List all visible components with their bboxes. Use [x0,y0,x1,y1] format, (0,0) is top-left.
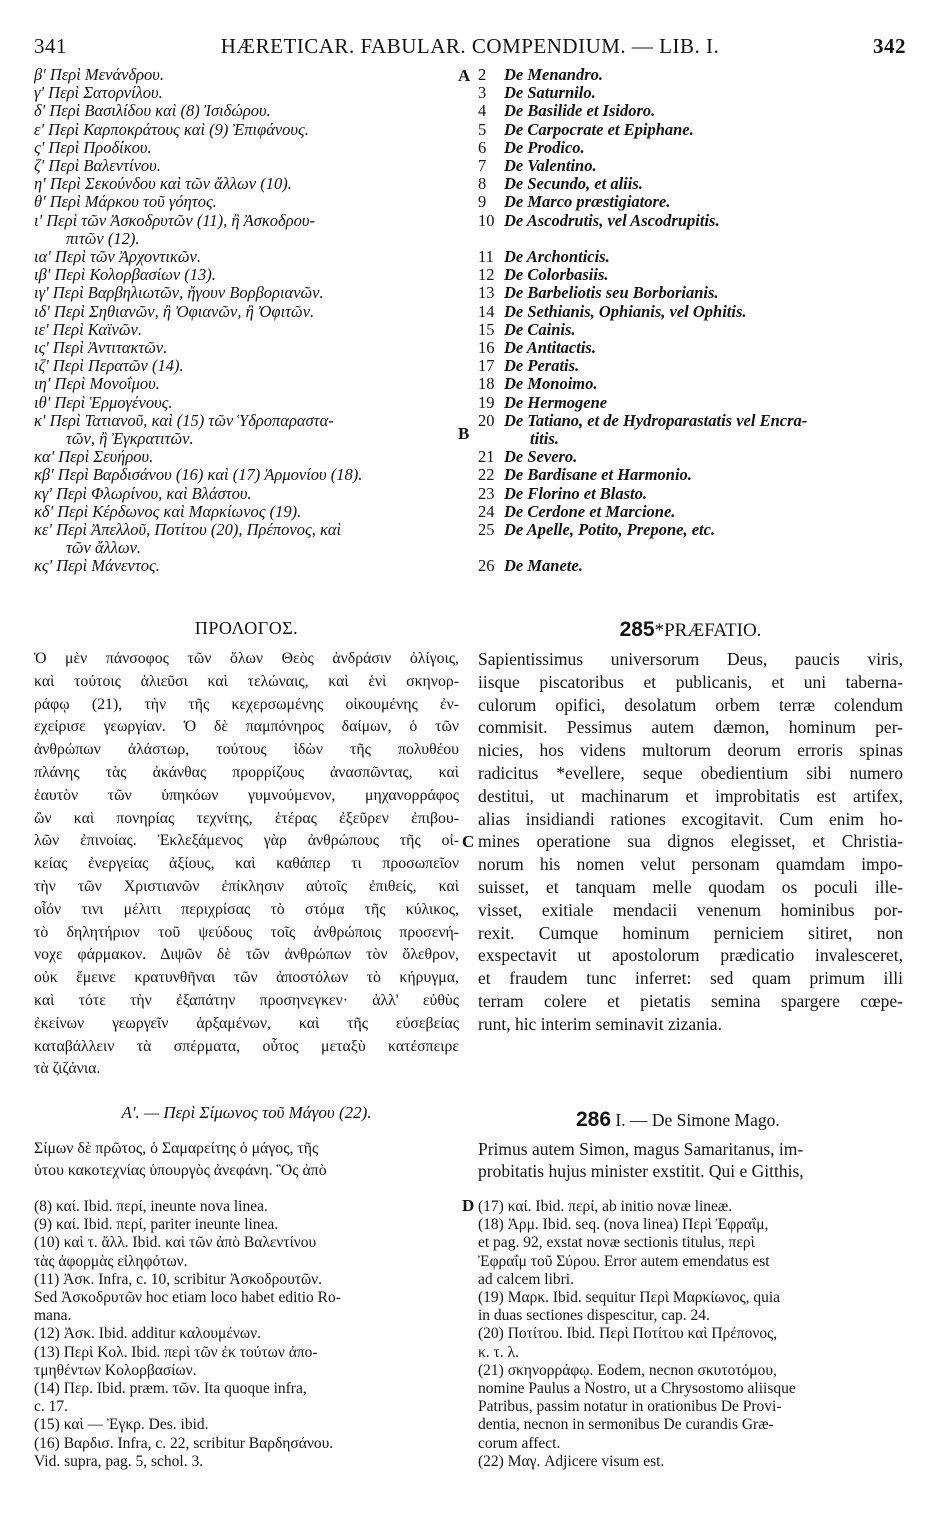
prologue-greek-title: ΠΡΟΛΟΓΟΣ. [194,618,299,638]
text-line: Sapientissimus universorum Deus, paucis viris, [478,649,903,669]
toc-latin-number: 25 [478,521,495,540]
footnote-line: (22) Μαγ. Adjicere visum est. [478,1452,665,1470]
text-line: Ὁ μὲν πάνσοφος τῶν ὅλων Θεὸς ἀνδράσιν ὀλίγοις, [34,650,459,667]
toc-latin-entry [478,121,903,139]
toc-greek-entry: κ' Περὶ Τατιανοῦ, καὶ (15) τῶν Ὑδροπαραστα- [34,411,334,430]
text-line: τὰ ζιζάνια. [34,1060,101,1078]
toc-latin-title: De Colorbasiis. [504,266,609,285]
toc-latin-title: titis. [530,430,559,449]
prologue-latin-heading: *PRÆFATIO. [654,620,762,641]
section-greek-text [34,1138,459,1182]
footnote-line: ad calcem libri. [478,1270,574,1288]
footnote-line: (14) Περ. Ibid. præm. τῶν. Ita quoque infra, [34,1380,307,1398]
toc-latin-title: De Basilide et Isidoro. [504,102,656,121]
text-line: et fraudem tunc inferret: sed quam primum illi [478,968,903,989]
footnote-line: (11) Ἀσκ. Infra, c. 10, scribitur Ἀσκοδρουτῶν. [34,1270,323,1288]
toc-latin-number: 4 [478,102,487,121]
text-line: culorum opifici, desolatum orbem terræ colendum [478,694,903,715]
footnote-line: (16) Βαρδισ. Infra, c. 22, scribitur Βαρδησάνου. [34,1434,334,1452]
toc-latin-entry [478,102,903,120]
column-number-285: 285 [619,618,655,641]
text-line: λῶν ἐπινοίας. Ἐκλεξάμενος γὰρ ἀνθρώπους τῆς οἰ- [34,832,459,850]
toc-latin-title: De Hermogene [504,393,608,412]
section-greek-title: Α'. — Περὶ Σίμωνος τοῦ Μάγου (22). [121,1103,372,1122]
toc-latin-entry [478,321,903,339]
toc-latin-entry [478,139,903,157]
toc-latin-title: De Carpocrate et Epiphane. [504,120,694,139]
toc-greek-entry: ζ' Περὶ Βαλεντίνου. [34,157,161,176]
footnote-line: (13) Περὶ Κολ. Ibid. περὶ τῶν ἐκ τούτων ἀπο- [34,1343,318,1361]
text-line: radicitus *evellere, seque obedientium sibi numero [478,762,903,783]
text-line: destitui, ut machinarum et improbitatis est artifex, [478,785,903,806]
toc-latin-title: De Saturnilo. [504,84,596,103]
toc-latin-entry [478,412,903,430]
section-latin-title [478,1108,903,1132]
margin-letter-b: B [458,424,470,443]
text-line: runt, hic interim seminavit zizania. [478,1013,722,1034]
toc-greek-entry: κβ' Περὶ Βαρδισάνου (16) καὶ (17) Ἁρμονίου (18). [34,466,363,485]
prologue-latin-text [478,648,903,1036]
prologue-greek-text [34,648,459,1081]
toc-latin-number: 12 [478,266,495,285]
footnote-line: mana. [34,1307,72,1325]
toc-greek-entry: τῶν, ἢ Ἐγκρατιτῶν. [66,430,194,449]
toc-greek-entry: η' Περὶ Σεκούνδου καὶ τῶν ἄλλων (10). [34,175,292,194]
toc-latin-title: De Secundo, et aliis. [504,175,643,194]
toc-latin-title: De Tatiano, et de Hydroparastatis vel Encra- [504,411,808,430]
toc-latin-title: De Ascodrutis, vel Ascodrupitis. [504,211,720,230]
toc-latin-number: 6 [478,138,487,157]
footnote-line: corum affect. [478,1434,561,1452]
margin-letter-a: A [458,66,471,85]
footnote-line: (10) καὶ τ. ἄλλ. Ibid. καὶ τῶν ἀπὸ Βαλεντίνου [34,1234,317,1252]
text-line: ὢν καὶ πονηρίας τεχνίτης, ἑτέρας ἐξεῦρεν ἐπιβου- [34,809,459,827]
toc-latin-number: 21 [478,448,495,467]
footnote-line: (15) καὶ — Ἐγκρ. Des. ibid. [34,1416,209,1434]
page-number-left: 341 [34,34,67,58]
toc-latin-number: 7 [478,157,487,176]
text-line: πλάνης τὰς ἀκάνθας προρρίζους ἀνασπῶντας, καὶ [34,763,459,781]
toc-latin-entry [478,175,903,193]
toc-latin-number: 8 [478,175,487,194]
toc-latin-title: De Archonticis. [504,248,610,267]
text-line: ὑτου κακοτεχνίας ὑπουργὸς ἀνεφάνη. Ὃς ἀπὸ [34,1162,327,1179]
toc-greek-entry: ιθ' Περὶ Ἑρμογένους. [34,393,173,412]
footnote-line: (8) καί. Ibid. περί, ineunte nova linea. [34,1198,268,1215]
toc-greek-entry: δ' Περὶ Βασιλίδου καὶ (8) Ἰσιδώρου. [34,102,271,121]
toc-greek-entry: κα' Περὶ Σευήρου. [34,448,154,467]
text-line: Primus autem Simon, magus Samaritanus, im- [478,1139,804,1159]
footnote-line: (18) Ἁρμ. Ibid. seq. (nova linea) Περὶ Ἐφραΐμ, [478,1216,769,1234]
toc-latin-entry [478,503,903,521]
text-line: ἑαυτὸν τῶν ὑπηκόων γυμνούμενον, μηχανορράφος [34,786,459,804]
text-line: mines operatione sua dignos elegisset, et Christia- [478,831,903,852]
footnote-line: κ. τ. λ. [478,1343,519,1361]
text-line: rexit. Cumque hominum perniciem sitiret, non [478,922,903,943]
toc-greek-entry: κγ' Περὶ Φλωρίνου, καὶ Βλάστου. [34,484,252,503]
text-line: καταβάλλειν τὰ σπέρματα, οὗτος μεταξὺ κατέσπειρε [34,1037,459,1055]
toc-latin-entry [478,248,903,266]
toc-latin-number: 17 [478,357,495,376]
toc-latin-title: De Peratis. [504,357,580,376]
toc-latin-number: 15 [478,320,495,339]
text-line: κείας ἐνεργείας ἀξίους, καὶ καθάπερ τι προσωπεῖον [34,855,459,873]
toc-latin-entry [478,193,903,211]
toc-latin-number: 22 [478,466,495,485]
toc-latin-entry [478,357,903,375]
toc-greek-entry: ιγ' Περὶ Βαρβηλιωτῶν, ἤγουν Βορβοριανῶν. [34,284,324,303]
footnotes-right [478,1198,903,1471]
toc-latin-number: 18 [478,375,495,394]
text-line: commisit. Pessimus autem dæmon, hominum per- [478,717,903,738]
text-line: οὐκ ἔμεινε κρατυνθῆναι τῶν ἀποστόλων τὸ κήρυγμα, [34,969,459,987]
footnote-line: dentia, necnon in sermonibus De curandis Græ- [478,1416,774,1434]
toc-latin-number: 16 [478,339,495,358]
toc-latin-entry [478,212,903,230]
footnote-line: in duas sectiones dispescitur, cap. 24. [478,1307,710,1325]
column-number-286: 286 [576,1108,612,1131]
toc-latin-entry [478,303,903,321]
section-latin-heading: I. — De Simone Mago. [615,1110,780,1130]
margin-letter-d: D [462,1196,475,1215]
toc-latin-title: De Cerdone et Marcione. [504,502,676,521]
toc-greek-entry: κδ' Περὶ Κέρδωνος καὶ Μαρκίωνος (19). [34,502,302,521]
toc-latin-title: De Florino et Blasto. [504,484,648,503]
footnote-line: Sed Ἀσκοδρυτῶν hoc etiam loco habet editio Ro- [34,1289,341,1307]
toc-greek-column [34,66,454,576]
footnote-line: Patribus, passim notatur in orationibus De Provi- [478,1398,782,1416]
toc-latin-number: 5 [478,120,487,139]
text-line: alias insidiandi rationes excogitavit. Cum enim ho- [478,808,903,829]
toc-greek-entry: β' Περὶ Μενάνδρου. [34,66,165,84]
toc-latin-entry [478,557,903,575]
toc-latin-entry [478,266,903,284]
text-line: καὶ τούτοις ἁλιεῦσι καὶ τελώναις, καὶ ἑνὶ σκηνορ- [34,672,459,690]
toc-latin-number: 14 [478,302,495,321]
text-line: οἷόν τινι μέλιτι περιχρίσας τὸ στόμα τῆς κύλικος, [34,900,459,918]
text-line: τὴν τῶν Χριστιανῶν ἐπίκλησιν αὐτοῖς ἐπιθείς, καὶ [34,877,459,895]
toc-greek-entry: κε' Περὶ Ἀπελλοῦ, Ποτίτου (20), Πρέπονος, καὶ [34,521,342,540]
toc-latin-number: 26 [478,557,495,576]
footnote-line: (20) Ποτίτου. Ibid. Περὶ Ποτίτου καὶ Πρέπονος, [478,1325,778,1343]
toc-latin-number: 10 [478,211,495,230]
toc-latin-entry [478,539,903,557]
text-line: iisque piscatoribus et publicanis, et uni taberna- [478,671,903,692]
footnote-line: (17) καί. Ibid. περί, ab initio novæ lineæ. [478,1198,733,1215]
toc-greek-entry: γ' Περὶ Σατορνίλου. [34,84,163,103]
toc-latin-title: De Monoimo. [504,375,598,394]
text-line: norum his nomen velut personam quamdam impo- [478,854,903,875]
section-latin-text [478,1138,903,1182]
text-line: terram colere et pietatis semina spargere cœpe- [478,990,903,1011]
page-number-right: 342 [873,34,906,58]
toc-latin-entry [478,230,903,248]
text-line: ἐκείνων γεωργεῖν ἀρξαμένων, καὶ τῆς εὐσεβείας [34,1014,459,1032]
text-line: probitatis hujus minister exstitit. Qui e Gitthis, [478,1161,804,1181]
toc-latin-entry [478,430,903,448]
text-line: suisset, et tanquam melle quodam os poculi ille- [478,876,903,897]
text-line: exspectavit ut apostolorum prædicatio invalesceret, [478,945,903,966]
running-header [34,34,906,60]
toc-latin-title: De Menandro. [504,66,604,84]
toc-latin-entry [478,84,903,102]
toc-latin-number: 20 [478,411,495,430]
toc-latin-number: 11 [478,248,494,267]
footnote-line: (12) Ἀσκ. Ibid. additur καλουμένων. [34,1325,261,1343]
footnote-line: et pag. 92, exstat novæ sectionis titulus, περὶ [478,1234,755,1252]
toc-greek-entry: ιε' Περὶ Καϊνῶν. [34,320,142,339]
text-line: εχείρισε γεωργίαν. Ὁ δὲ παμπόνηρος δαίμων, ὁ τῶν [34,718,459,736]
toc-latin-entry [478,521,903,539]
toc-latin-column [478,66,903,576]
toc-latin-number: 23 [478,484,495,503]
footnote-line: (9) καί. Ibid. περί, pariter ineunte linea. [34,1216,279,1234]
toc-latin-number: 13 [478,284,495,303]
toc-greek-entry: κς' Περὶ Μάνεντος. [34,557,160,576]
toc-greek-entry: ς' Περὶ Προδίκου. [34,138,152,157]
toc-latin-entry [478,339,903,357]
toc-latin-title: De Cainis. [504,320,576,339]
toc-latin-title: De Bardisane et Harmonio. [504,466,692,485]
toc-latin-entry [478,157,903,175]
toc-latin-title: De Prodico. [504,138,585,157]
text-line: nicies, hos videns multorum deorum erroris spinas [478,740,903,761]
toc-latin-entry [478,284,903,302]
toc-greek-entry: ιζ' Περὶ Περατῶν (14). [34,357,184,376]
footnotes-left [34,1198,459,1471]
toc-greek-entry: ιδ' Περὶ Σηθιανῶν, ἢ Ὀφιανῶν, ἢ Ὀφιτῶν. [34,302,315,321]
footnote-line: (21) σκηνορράφῳ. Eodem, necnon σκυτοτόμου, [478,1361,777,1379]
text-line: καὶ τότε τὴν ἐξαπάτην προσηνεγκεν· ἀλλ' εὐθὺς [34,991,459,1009]
toc-latin-title: De Marco præstigiatore. [504,193,671,212]
toc-latin-title: De Severo. [504,448,578,467]
text-line: τὸ δηλητήριον τοῦ ψεύδους τοῖς ἀνθρώποις προσενή- [34,923,459,941]
footnote-line: (19) Μαρκ. Ibid. sequitur Περὶ Μαρκίωνος, quia [478,1289,781,1307]
toc-greek-entry: ι' Περὶ τῶν Ἀσκοδρυτῶν (11), ἢ Ἀσκοδρου- [34,211,315,230]
toc-greek-entry: τῶν ἄλλων. [66,539,142,558]
toc-latin-title: De Barbeliotis seu Borborianis. [504,284,719,303]
toc-latin-number: 3 [478,84,487,103]
toc-latin-entry [478,375,903,393]
toc-latin-title: De Sethianis, Ophianis, vel Ophitis. [504,302,747,321]
text-line: ἀνθρώπων ἀλάστωρ, τούτους ἰδὼν τῆς πολυθέου [34,741,459,759]
text-line: Σίμων δὲ πρῶτος, ὁ Σαμαρείτης ὁ μάγος, τῆς [34,1140,319,1157]
toc-latin-title: De Valentino. [504,157,597,176]
toc-greek-entry: πιτῶν (12). [66,229,140,248]
toc-latin-title: De Manete. [504,557,583,576]
toc-latin-title: De Apelle, Potito, Prepone, etc. [504,521,716,540]
footnote-line: nomine Paulus a Nostro, ut a Chrysostomo aliisque [478,1380,796,1398]
running-title: HÆRETICAR. FABULAR. COMPENDIUM. — LIB. I. [220,34,720,58]
toc-greek-entry: ε' Περὶ Καρποκράτους καὶ (9) Ἐπιφάνους. [34,120,309,139]
text-line: visset, exitiale mendacii venenum hominibus por- [478,899,903,920]
footnote-line: Vid. supra, pag. 5, schol. 3. [34,1452,204,1470]
toc-latin-number: 19 [478,393,495,412]
prologue-latin-title [478,618,903,642]
toc-latin-title: De Antitactis. [504,339,596,358]
toc-greek-entry: ιη' Περὶ Μονοΐμου. [34,375,160,394]
text-line: νοχε φάρμακον. Διψῶν δὲ τῶν ἀνθρώπων τὸν ὄλεθρον, [34,946,459,964]
text-line: ράφῳ (21), τὴν τῆς κεχερσωμένης οἰκουμένης ἐν- [34,695,459,713]
toc-latin-number: 24 [478,502,495,521]
toc-latin-entry [478,66,903,84]
margin-letter-c: C [462,832,475,851]
toc-greek-entry: ιβ' Περὶ Κολορβασίων (13). [34,266,216,285]
footnote-line: τὰς ἀφορμὰς εἰληφότων. [34,1252,188,1270]
toc-greek-entry: θ' Περὶ Μάρκου τοῦ γόητος. [34,193,217,212]
toc-latin-entry [478,394,903,412]
toc-latin-entry [478,448,903,466]
toc-latin-number: 2 [478,66,487,84]
toc-greek-entry: ις' Περὶ Ἀντιτακτῶν. [34,339,168,358]
toc-greek-entry: ια' Περὶ τῶν Ἀρχοντικῶν. [34,248,201,267]
toc-latin-entry [478,485,903,503]
toc-latin-number: 9 [478,193,487,212]
footnote-line: c. 17. [34,1398,69,1416]
toc-latin-entry [478,466,903,484]
footnote-line: Ἐφραΐμ τοῦ Σύρου. Error autem emendatus est [478,1252,770,1270]
footnote-line: τμηθέντων Κολορβασίων. [34,1361,197,1379]
